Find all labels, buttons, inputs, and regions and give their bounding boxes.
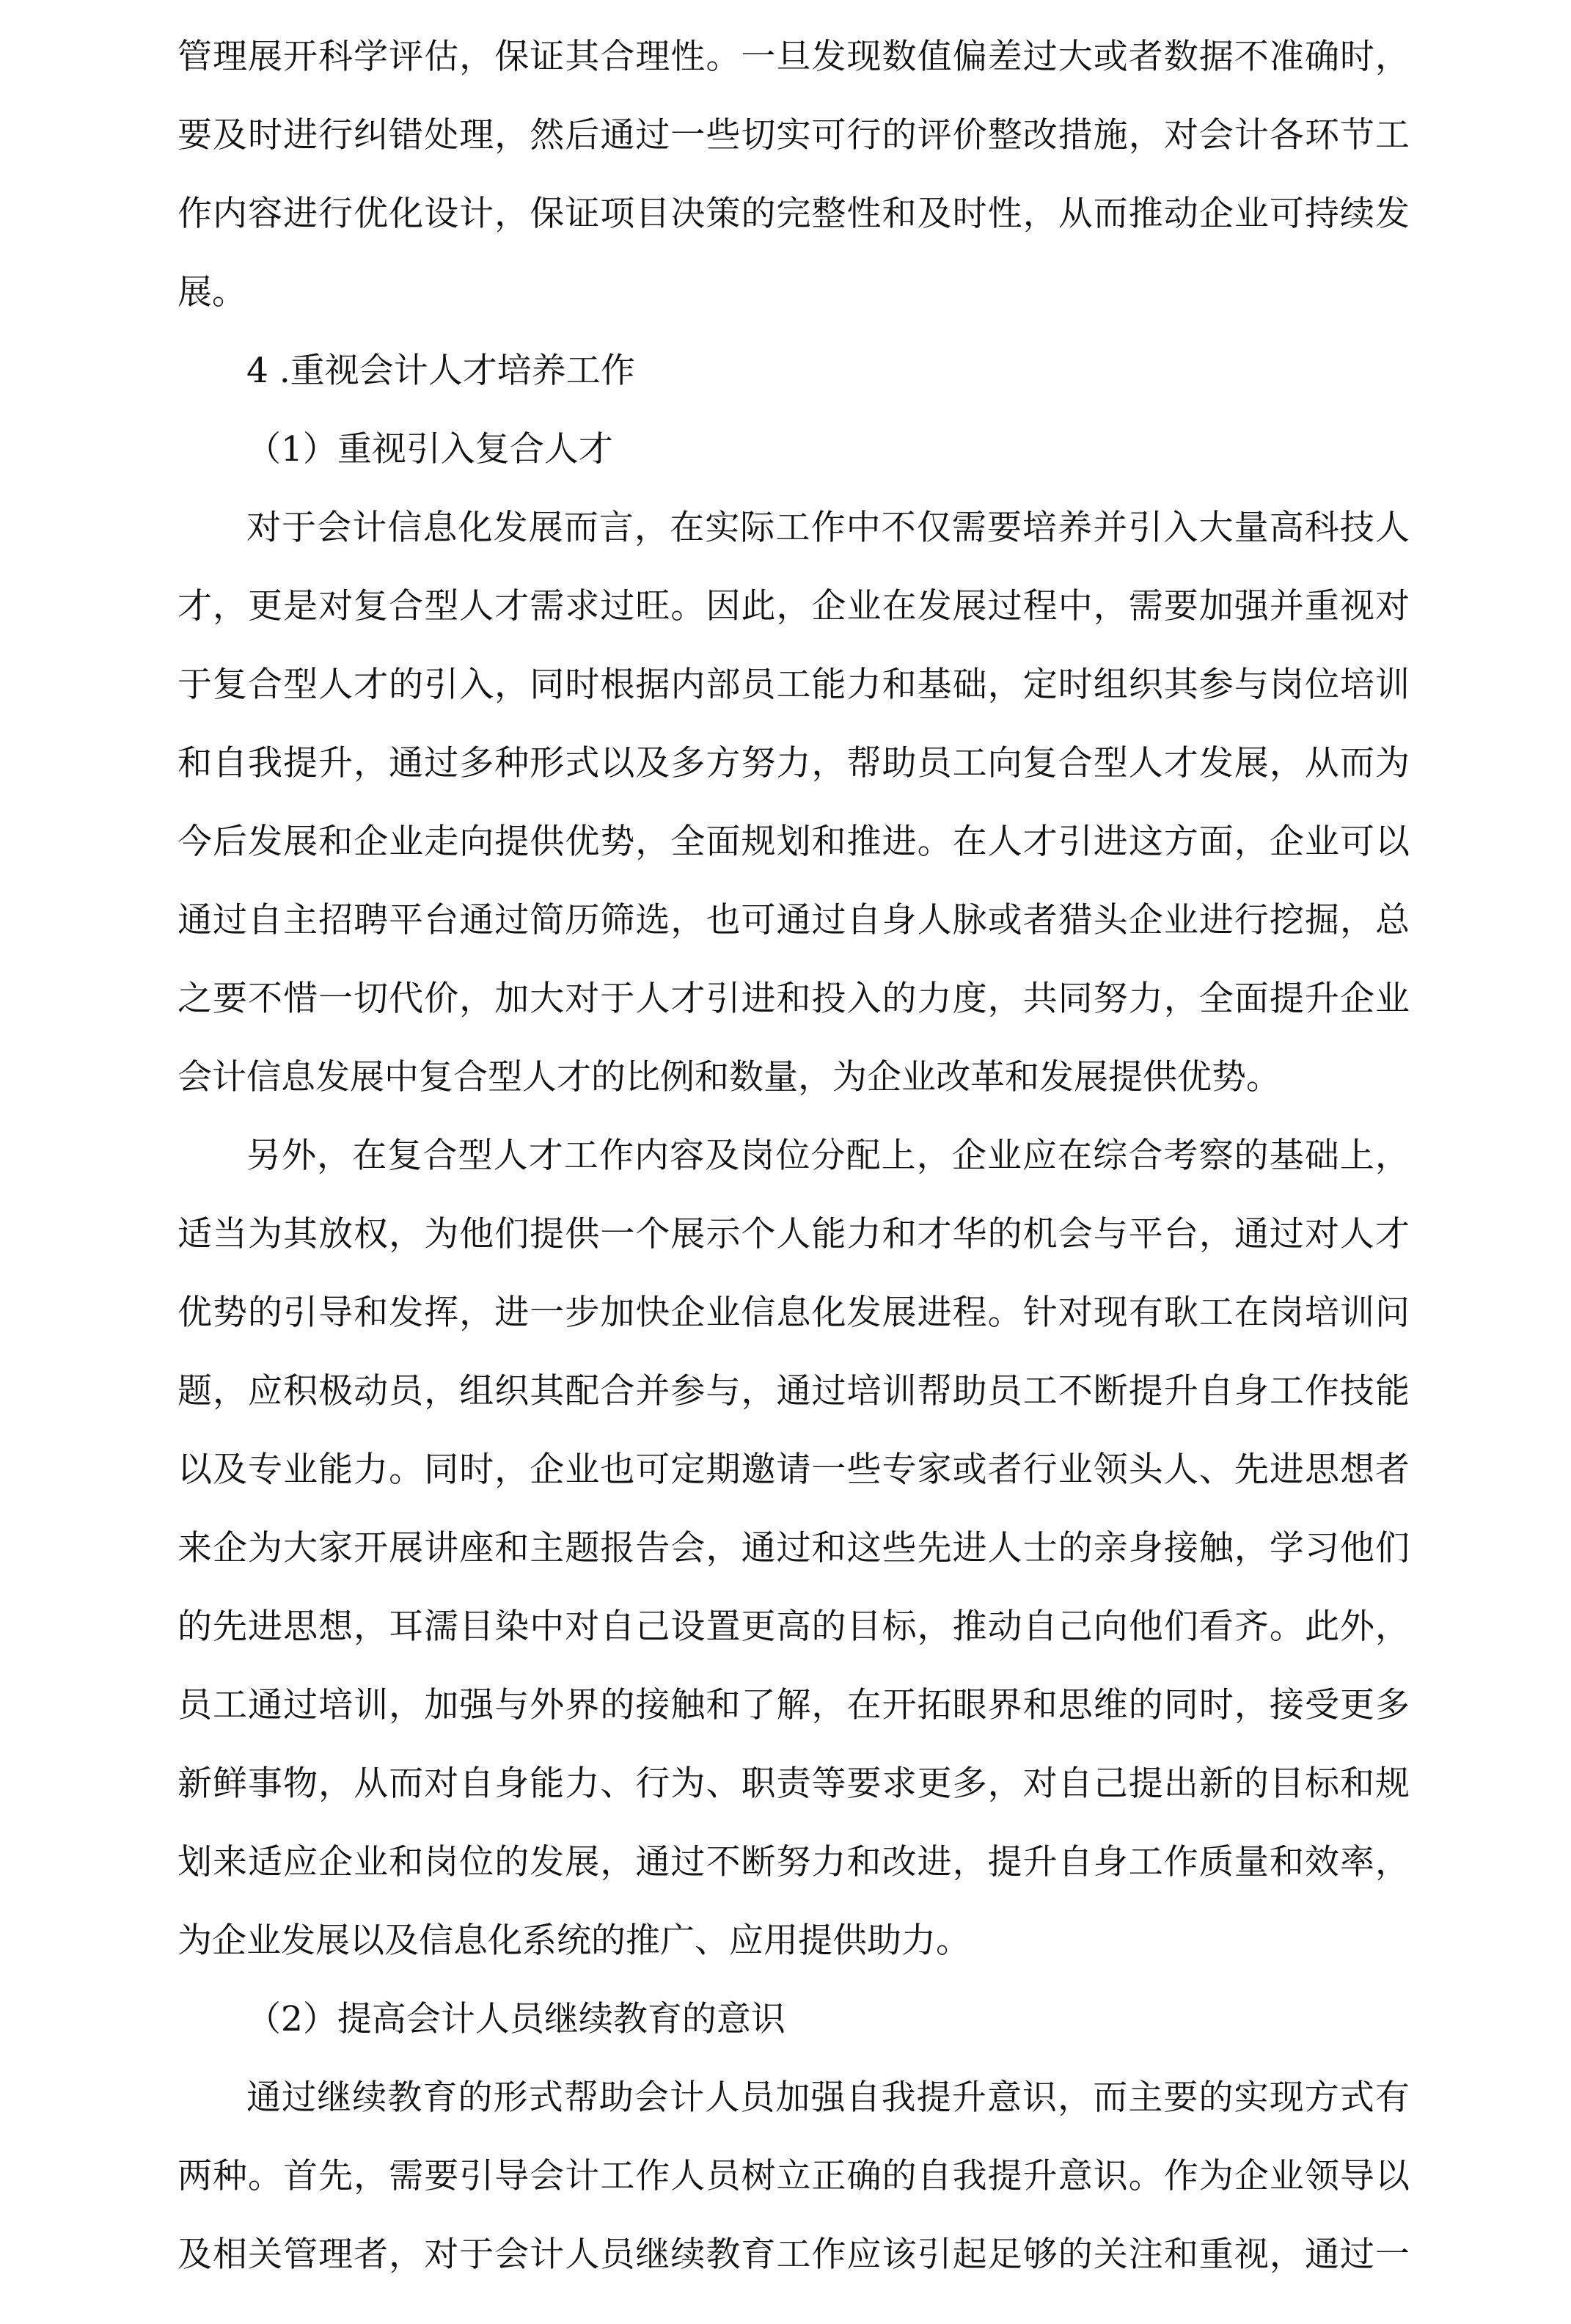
paragraph-line: 另外，在复合型人才工作内容及岗位分配上，企业应在综合考察的基础上， [246, 1136, 1410, 1176]
paragraph-line: 新鲜事物，从而对自身能力、行为、职责等要求更多，对自己提出新的目标和规 [177, 1764, 1410, 1804]
document-page [177, 18, 1410, 2294]
paragraph-line: 通过自主招聘平台通过简历筛选，也可通过自身人脉或者猎头企业进行挖掘，总 [177, 900, 1410, 940]
paragraph-line: 今后发展和企业走向提供优势，全面规划和推进。在人才引进这方面，企业可以 [177, 822, 1410, 862]
paragraph-line: 为企业发展以及信息化系统的推广、应用提供助力。 [177, 1921, 970, 1961]
paragraph-line: 才，更是对复合型人才需求过旺。因此，企业在发展过程中，需要加强并重视对 [177, 586, 1410, 626]
paragraph-line: 作内容进行优化设计，保证项目决策的完整性和及时性，从而推动企业可持续发 [177, 194, 1410, 234]
paragraph-line: 管理展开科学评估，保证其合理性。一旦发现数值偏差过大或者数据不准确时， [177, 37, 1410, 77]
paragraph-line: 两种。首先，需要引导会计工作人员树立正确的自我提升意识。作为企业领导以 [177, 2156, 1410, 2196]
paragraph-line: 通过继续教育的形式帮助会计人员加强自我提升意识，而主要的实现方式有 [246, 2078, 1410, 2118]
section-heading-text: 4 .重视会计人才培养工作 [246, 351, 635, 391]
paragraph-line: 要及时进行纠错处理，然后通过一些切实可行的评价整改措施，对会计各环节工 [177, 115, 1410, 156]
subsection-heading-text: （2）提高会计人员继续教育的意识 [246, 1999, 786, 2039]
paragraph-line: 划来适应企业和岗位的发展，通过不断努力和改进，提升自身工作质量和效率， [177, 1842, 1410, 1882]
paragraph-line: 于复合型人才的引入，同时根据内部员工能力和基础，定时组织其参与岗位培训 [177, 665, 1410, 705]
paragraph-line: 题，应积极动员，组织其配合并参与，通过培训帮助员工不断提升自身工作技能 [177, 1371, 1410, 1411]
subsection-heading-2 [177, 1980, 1410, 2058]
paragraph-line: 来企为大家开展讲座和主题报告会，通过和这些先进人士的亲身接触，学习他们 [177, 1528, 1410, 1568]
paragraph-line: 对于会计信息化发展而言，在实际工作中不仅需要培养并引入大量高科技人 [246, 508, 1410, 548]
paragraph [177, 2058, 1410, 2294]
paragraph-line: 展。 [177, 272, 246, 313]
subsection-heading-1 [177, 410, 1410, 489]
paragraph-line: 会计信息发展中复合型人才的比例和数量，为企业改革和发展提供优势。 [177, 1057, 1281, 1097]
paragraph-line: 以及专业能力。同时，企业也可定期邀请一些专家或者行业领头人、先进思想者 [177, 1450, 1410, 1490]
paragraph-continued [177, 18, 1410, 332]
section-heading [177, 332, 1410, 410]
paragraph-line: 和自我提升，通过多种形式以及多方努力，帮助员工向复合型人才发展，从而为 [177, 743, 1410, 783]
paragraph [177, 489, 1410, 1117]
subsection-heading-text: （1）重视引入复合人才 [246, 429, 613, 469]
paragraph-line: 优势的引导和发挥，进一步加快企业信息化发展进程。针对现有耿工在岗培训问 [177, 1293, 1410, 1333]
paragraph-line: 及相关管理者，对于会计人员继续教育工作应该引起足够的关注和重视，通过一 [177, 2235, 1410, 2275]
paragraph-line: 之要不惜一切代价，加大对于人才引进和投入的力度，共同努力，全面提升企业 [177, 979, 1410, 1019]
paragraph-line: 的先进思想，耳濡目染中对自己设置更高的目标，推动自己向他们看齐。此外， [177, 1607, 1410, 1647]
paragraph [177, 1117, 1410, 1980]
paragraph-line: 适当为其放权，为他们提供一个展示个人能力和才华的机会与平台，通过对人才 [177, 1214, 1410, 1254]
paragraph-line: 员工通过培训，加强与外界的接触和了解，在开拓眼界和思维的同时，接受更多 [177, 1685, 1410, 1725]
